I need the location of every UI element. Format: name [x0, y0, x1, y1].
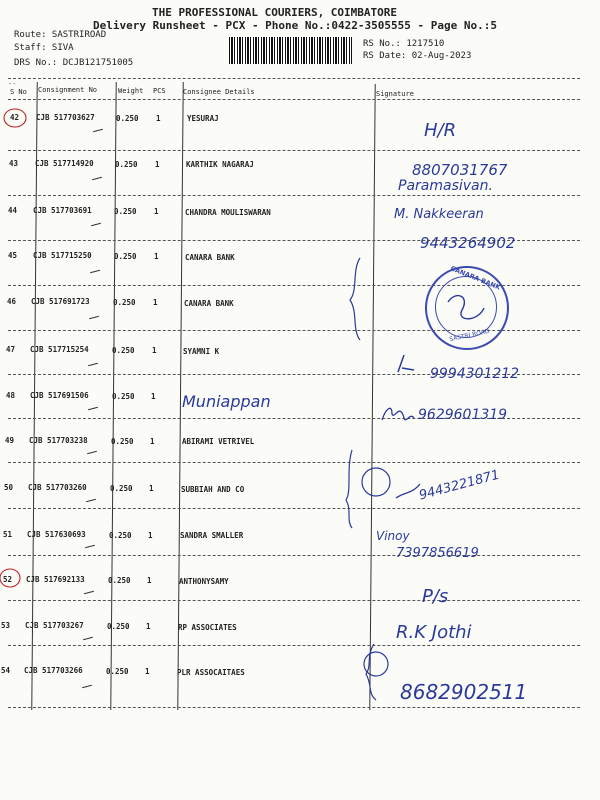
signature-scribble	[362, 468, 390, 496]
runsheet-title: Delivery Runsheet - PCX - Phone No.:0422-3505555 - Page No.:5	[93, 19, 497, 32]
signature-hr: H/R	[424, 120, 457, 141]
row-sno: 42	[10, 113, 20, 122]
col-weight: Weight	[118, 87, 144, 95]
row-sno: 49	[5, 436, 15, 445]
row-consignment: CJB 517715254	[30, 345, 89, 354]
row-weight: 0.250	[109, 531, 132, 540]
row-weight: 0.250	[113, 298, 136, 307]
signature-name: M. Nakkeeran	[394, 207, 484, 222]
signature-scribble	[396, 484, 420, 498]
col-signature: Signature	[376, 90, 414, 98]
signature-name: R.K Jothi	[396, 622, 472, 643]
row-consignment: CJB 517703266	[24, 666, 83, 675]
row-consignee: SYAMNI K	[183, 347, 220, 356]
col-sno: S No	[10, 88, 27, 96]
row-sno: 48	[6, 391, 16, 400]
row-sno: 52	[3, 575, 13, 584]
col-consignment: Consignment No	[38, 86, 98, 94]
row-pcs: 1	[154, 207, 159, 216]
drs-number: DRS No.: DCJB121751005	[14, 58, 134, 68]
signature-name: Muniappan	[182, 392, 271, 411]
signature-phone: 7397856619	[396, 546, 479, 561]
row-sno: 46	[7, 297, 17, 306]
staff-label: Staff: SIVA	[14, 43, 74, 53]
row-pcs: 1	[147, 576, 152, 585]
row-weight: 0.250	[112, 346, 135, 355]
row-consignment: CJB 517691506	[30, 391, 89, 400]
signature-phone: 9443221871	[417, 467, 502, 504]
row-pcs: 1	[153, 298, 158, 307]
col-consignee: Consignee Details	[183, 88, 255, 96]
signature-phone: 9629601319	[418, 407, 508, 423]
row-weight: 0.250	[116, 114, 139, 123]
row-weight: 0.250	[112, 392, 135, 401]
rs-number: RS No.: 1217510	[363, 39, 445, 49]
col-pcs: PCS	[153, 87, 166, 95]
signature-phone: 9443264902	[420, 234, 516, 252]
row-consignment: CJB 517714920	[35, 159, 94, 168]
row-weight: 0.250	[111, 437, 134, 446]
row-pcs: 1	[148, 531, 153, 540]
row-consignment: CJB 517703691	[33, 206, 92, 215]
rs-date: RS Date: 02-Aug-2023	[363, 51, 472, 61]
stamp-top-text: CANARA BANK	[449, 264, 502, 292]
row-consignee: YESURAJ	[187, 114, 219, 123]
row-consignment: CJB 517703238	[29, 436, 88, 445]
signature-scribble	[398, 355, 414, 372]
row-pcs: 1	[145, 667, 150, 676]
row-sno: 44	[8, 206, 18, 215]
stamp-bottom-text: SASTRI ROAD	[448, 327, 491, 344]
row-pcs: 1	[149, 484, 154, 493]
row-sno: 51	[3, 530, 13, 539]
row-consignment: CJB 517692133	[26, 575, 85, 584]
circle-mark	[0, 569, 20, 587]
row-sno: 53	[1, 621, 11, 630]
bank-stamp	[425, 266, 509, 350]
row-consignment: CJB 517630693	[27, 530, 86, 539]
row-weight: 0.250	[114, 207, 137, 216]
row-consignee: CHANDRA MOULISWARAN	[185, 208, 271, 217]
row-consignee: ABIRAMI VETRIVEL	[182, 437, 255, 446]
route-label: Route: SASTRIROAD	[14, 30, 107, 40]
row-sno: 50	[4, 483, 14, 492]
row-pcs: 1	[151, 392, 156, 401]
signature-phone: 8682902511	[400, 680, 528, 704]
row-weight: 0.250	[107, 622, 130, 631]
signature-phone: 8807031767	[412, 161, 508, 179]
row-weight: 0.250	[110, 484, 133, 493]
row-consignee: ANTHONYSAMY	[179, 577, 229, 586]
signature-scribble	[364, 652, 388, 676]
row-weight: 0.250	[114, 252, 137, 261]
divider-mark: --	[8, 80, 17, 88]
row-pcs: 1	[146, 622, 151, 631]
row-consignee: SANDRA SMALLER	[180, 531, 244, 540]
row-weight: 0.250	[115, 160, 138, 169]
row-consignee: PLR ASSOCAITAES	[177, 668, 245, 677]
row-sno: 43	[9, 159, 19, 168]
row-sno: 54	[1, 666, 11, 675]
signature-scribble	[382, 408, 414, 420]
signature-phone: 9994301212	[430, 366, 520, 382]
row-pcs: 1	[155, 160, 160, 169]
row-consignment: CJB 517691723	[31, 297, 90, 306]
signature-ps: P/s	[422, 586, 449, 607]
signature-name: Vinoy	[376, 529, 410, 543]
row-consignee: CANARA BANK	[184, 299, 234, 308]
circle-mark	[4, 109, 26, 127]
row-pcs: 1	[156, 114, 161, 123]
row-consignee: CANARA BANK	[185, 253, 235, 262]
company-title: THE PROFESSIONAL COURIERS, COIMBATORE	[152, 6, 398, 19]
row-pcs: 1	[150, 437, 155, 446]
row-weight: 0.250	[108, 576, 131, 585]
row-consignment: CJB 517703267	[25, 621, 84, 630]
row-consignee: SUBBIAH AND CO	[181, 485, 245, 494]
row-weight: 0.250	[106, 667, 129, 676]
row-sno: 47	[6, 345, 16, 354]
row-consignment: CJB 517703260	[28, 483, 87, 492]
bracket-mark	[350, 258, 360, 340]
row-pcs: 1	[154, 252, 159, 261]
row-sno: 45	[8, 251, 18, 260]
row-consignment: CJB 517703627	[36, 113, 95, 122]
row-consignee: KARTHIK NAGARAJ	[186, 160, 254, 169]
row-consignee: RP ASSOCIATES	[178, 623, 237, 632]
signature-name: Paramasivan.	[398, 178, 493, 194]
bracket-mark	[346, 450, 352, 528]
row-consignment: CJB 517715250	[33, 251, 92, 260]
row-pcs: 1	[152, 346, 157, 355]
